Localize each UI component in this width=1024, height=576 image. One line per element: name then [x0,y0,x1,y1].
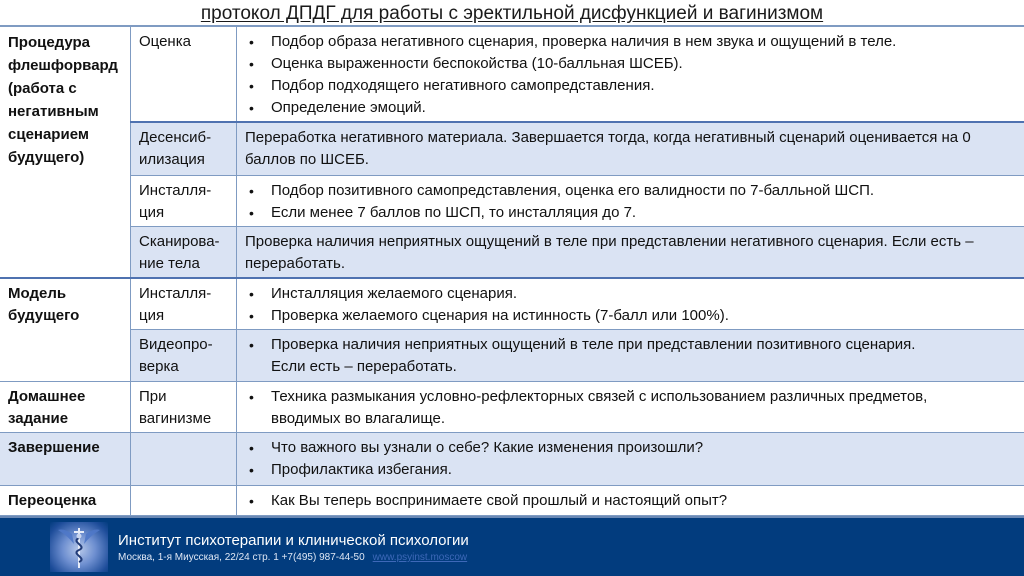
content-cell [237,175,1024,226]
paragraph: Переработка негативного материала. Завершается тогда, когда негативный сценарий оценивается на 0 баллов по ШСЕБ. [245,127,1018,171]
list-item: • Что важного вы узнали о себе? Какие изменения произошли? [245,437,1018,459]
table-row [0,226,1024,278]
stage-cell [0,278,131,382]
bullet-list [245,180,1018,224]
page-title-text: протокол ДПДГ для работы с эректильной дисфункцией и вагинизмом [201,3,823,24]
step-cell [131,330,237,382]
content-cell [237,486,1024,516]
step-cell [131,122,237,175]
content-cell [237,278,1024,330]
step-cell [131,278,237,330]
step-label: Десенсиб-илизация [139,129,211,168]
stage-cell [0,27,131,278]
step-label: Видеопро-верка [139,336,213,375]
stage-label: Завершение [8,439,100,456]
page-title [0,3,1024,25]
table-row [0,278,1024,330]
bullet-list [245,437,1018,481]
content-cell [237,226,1024,278]
list-item: • Профилактика избегания. [245,459,1018,481]
bullet-list [245,31,1018,119]
address-text: Москва, 1-я Миусская, 22/24 стр. 1 +7(495) 987-44-50 [118,552,365,563]
institute-name: Институт психотерапии и клинической психологии [118,532,469,550]
step-cell [131,486,237,516]
step-label: Инсталля-ция [139,182,211,221]
stage-cell [0,382,131,433]
list-item: • Подбор позитивного самопредставления, оценка его валидности по 7-балльной ШСП. [245,180,1018,202]
caduceus-logo-icon [50,522,108,572]
list-item: • Проверка желаемого сценария на истинность (7-балл или 100%). [245,305,1018,327]
institute-address [118,552,467,564]
list-item: • Определение эмоций. [245,97,1018,119]
table-row [0,433,1024,486]
step-label: Оценка [139,33,191,50]
protocol-table [0,26,1024,516]
list-item: • Подбор подходящего негативного самопредставления. [245,75,1018,97]
list-item: • Оценка выраженности беспокойства (10-балльная ШСЕБ). [245,53,1018,75]
table-row [0,382,1024,433]
content-cell [237,433,1024,486]
table-row [0,122,1024,175]
list-item-continuation: вводимых во влагалище. [245,408,1018,430]
bullet-list [245,386,1018,408]
step-label: При вагинизме [139,388,211,427]
content-cell [237,330,1024,382]
bullet-list [245,283,1018,327]
step-label: Инсталля-ция [139,285,211,324]
stage-cell [0,486,131,516]
content-cell [237,27,1024,123]
stage-label: Модель будущего [8,285,79,324]
stage-cell [0,433,131,486]
list-item: • Как Вы теперь воспринимаете свой прошлый и настоящий опыт? [245,490,1018,512]
list-item: • Техника размыкания условно-рефлекторных связей с использованием различных предметов, [245,386,1018,408]
content-cell [237,382,1024,433]
table-row [0,27,1024,123]
paragraph: Проверка наличия неприятных ощущений в теле при представлении негативного сценария. Если есть – переработать. [245,231,1018,275]
table-row [0,175,1024,226]
step-cell [131,382,237,433]
list-item: • Проверка наличия неприятных ощущений в теле при представлении позитивного сценария. [245,334,1018,356]
website-link[interactable]: www.psyinst.moscow [373,552,467,563]
list-item: • Подбор образа негативного сценария, проверка наличия в нем звука и ощущений в теле. [245,31,1018,53]
footer-banner [0,516,1024,576]
stage-label: Домашнее задание [8,388,85,427]
list-item-continuation: Если есть – переработать. [245,356,1018,378]
step-cell [131,226,237,278]
content-cell [237,122,1024,175]
step-cell [131,27,237,123]
step-cell [131,175,237,226]
list-item: • Инсталляция желаемого сценария. [245,283,1018,305]
bullet-list [245,334,1018,356]
table-row [0,330,1024,382]
stage-label: Процедура флешфорвард (работа с негативным сценарием будущего) [8,34,118,166]
step-label: Сканирова-ние тела [139,233,220,272]
table-row [0,486,1024,516]
bullet-list [245,490,1018,512]
step-cell [131,433,237,486]
stage-label: Переоценка [8,492,96,509]
list-item: • Если менее 7 баллов по ШСП, то инсталляция до 7. [245,202,1018,224]
